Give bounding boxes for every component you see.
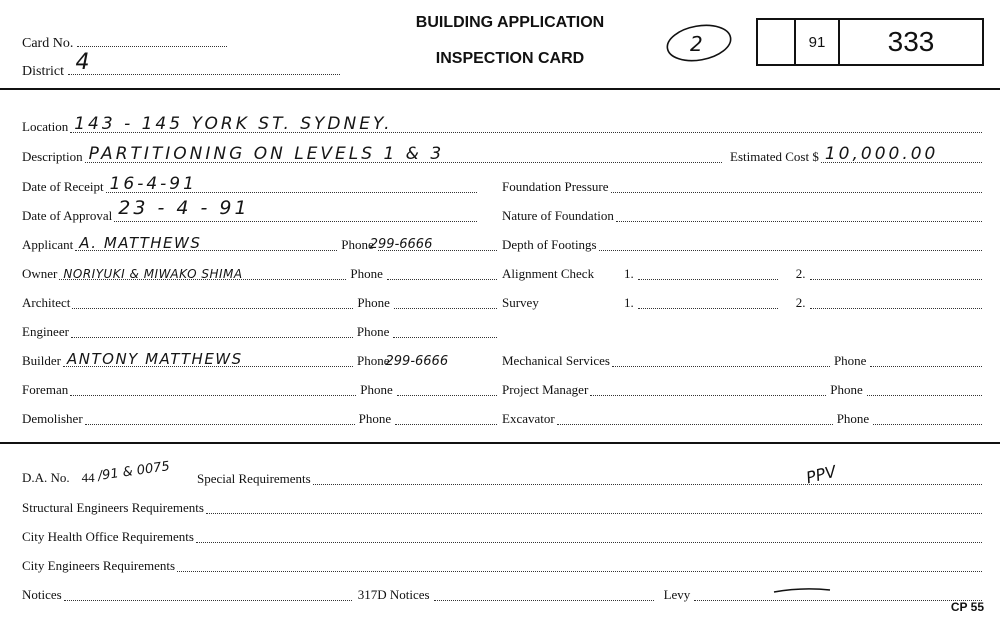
project-manager-line[interactable] bbox=[590, 381, 826, 396]
special-requirements-value: PPV bbox=[803, 461, 838, 488]
builder-label: Builder bbox=[22, 353, 61, 368]
card-no-line[interactable] bbox=[77, 34, 227, 47]
description-label: Description bbox=[22, 149, 83, 164]
levy-dash-mark bbox=[772, 586, 832, 594]
district-line[interactable] bbox=[68, 50, 340, 75]
nature-of-foundation-line[interactable] bbox=[616, 207, 982, 222]
applicant-phone-line[interactable] bbox=[369, 236, 497, 252]
foreman-label: Foreman bbox=[22, 382, 69, 397]
card-number-boxes bbox=[756, 18, 984, 66]
alignment-check-1-line[interactable] bbox=[638, 265, 778, 280]
excavator-phone-line[interactable] bbox=[873, 410, 982, 425]
foreman-phone-line[interactable] bbox=[397, 381, 497, 396]
card-title-line1: BUILDING APPLICATION bbox=[415, 14, 605, 31]
date-of-approval-row bbox=[22, 197, 477, 224]
city-engineers-line[interactable] bbox=[177, 557, 982, 572]
mechanical-services-phone-line[interactable] bbox=[870, 352, 982, 367]
architect-row bbox=[22, 294, 497, 311]
special-requirements-line[interactable] bbox=[313, 461, 982, 488]
city-health-line[interactable] bbox=[196, 528, 982, 543]
description-line[interactable] bbox=[85, 144, 722, 164]
survey-2-label: 2. bbox=[795, 295, 806, 310]
notices-317d-line[interactable] bbox=[434, 586, 654, 601]
levy-label: Levy bbox=[663, 587, 691, 602]
description-value: PARTITIONING ON LEVELS 1 & 3 bbox=[88, 144, 445, 164]
engineer-row bbox=[22, 323, 497, 340]
demolisher-row bbox=[22, 410, 497, 427]
foundation-pressure-label: Foundation Pressure bbox=[502, 179, 609, 194]
mechanical-services-line[interactable] bbox=[612, 352, 830, 367]
da-no-line[interactable] bbox=[96, 459, 197, 484]
foreman-row bbox=[22, 381, 497, 398]
owner-value: NORIYUKI & MIWAKO SHIMA bbox=[63, 267, 243, 281]
demolisher-phone-label: Phone bbox=[358, 411, 392, 426]
location-label: Location bbox=[22, 119, 69, 134]
alignment-check-1-label: 1. bbox=[624, 266, 634, 281]
survey-1-line[interactable] bbox=[638, 294, 778, 309]
city-engineers-label: City Engineers Requirements bbox=[22, 558, 176, 573]
depth-of-footings-line[interactable] bbox=[599, 236, 982, 251]
special-requirements-row bbox=[197, 461, 982, 488]
circled-number: 2 bbox=[690, 32, 703, 56]
excavator-phone-label: Phone bbox=[836, 411, 870, 426]
builder-line[interactable] bbox=[63, 352, 353, 367]
box-blank bbox=[758, 20, 796, 64]
da-no-value: /91 & 0075 bbox=[96, 459, 171, 484]
date-of-approval-value: 23 - 4 - 91 bbox=[118, 197, 250, 219]
alignment-check-label: Alignment Check bbox=[502, 266, 595, 281]
owner-phone-line[interactable] bbox=[387, 265, 497, 280]
structural-engineers-line[interactable] bbox=[206, 499, 982, 514]
district-field bbox=[22, 50, 340, 80]
nature-of-foundation-label: Nature of Foundation bbox=[502, 208, 614, 223]
builder-phone-value: 299-6666 bbox=[385, 354, 449, 369]
foreman-line[interactable] bbox=[70, 381, 356, 396]
project-manager-row bbox=[502, 381, 982, 398]
architect-line[interactable] bbox=[72, 294, 353, 309]
excavator-label: Excavator bbox=[502, 411, 555, 426]
date-of-receipt-label: Date of Receipt bbox=[22, 179, 104, 194]
district-label: District bbox=[22, 64, 64, 79]
estimated-cost-label: Estimated Cost $ bbox=[730, 149, 819, 164]
location-line[interactable] bbox=[70, 114, 982, 134]
notices-label: Notices bbox=[22, 587, 62, 602]
notices-row bbox=[22, 586, 982, 603]
engineer-label: Engineer bbox=[22, 324, 69, 339]
city-engineers-row bbox=[22, 557, 982, 574]
box-year: 91 bbox=[796, 20, 840, 64]
form-code: CP 55 bbox=[950, 600, 984, 614]
builder-value: ANTONY MATTHEWS bbox=[67, 350, 243, 368]
applicant-label: Applicant bbox=[22, 237, 74, 252]
applicant-phone-value: 299-6666 bbox=[369, 237, 433, 252]
excavator-row bbox=[502, 410, 982, 427]
notices-line[interactable] bbox=[64, 586, 352, 601]
city-health-row bbox=[22, 528, 982, 545]
da-no-row bbox=[22, 459, 197, 486]
mechanical-services-row bbox=[502, 352, 982, 369]
location-row bbox=[22, 114, 982, 135]
demolisher-label: Demolisher bbox=[22, 411, 83, 426]
foundation-pressure-row bbox=[502, 178, 982, 195]
location-value: 143 - 145 YORK ST. SYDNEY. bbox=[74, 114, 393, 134]
engineer-phone-line[interactable] bbox=[393, 323, 497, 338]
mechanical-services-phone-label: Phone bbox=[833, 353, 867, 368]
alignment-check-2-label: 2. bbox=[795, 266, 806, 281]
levy-line[interactable] bbox=[694, 586, 982, 601]
special-requirements-label: Special Requirements bbox=[197, 471, 311, 486]
applicant-line[interactable] bbox=[75, 236, 337, 251]
date-of-receipt-value: 16-4-91 bbox=[109, 174, 197, 194]
survey-label: Survey bbox=[502, 295, 539, 310]
owner-label: Owner bbox=[22, 266, 58, 281]
architect-phone-line[interactable] bbox=[394, 294, 497, 309]
builder-phone-line[interactable] bbox=[385, 353, 498, 369]
lower-divider bbox=[0, 442, 1000, 444]
description-row bbox=[22, 144, 722, 165]
foundation-pressure-line[interactable] bbox=[611, 178, 982, 193]
city-health-label: City Health Office Requirements bbox=[22, 529, 194, 544]
project-manager-phone-label: Phone bbox=[830, 382, 863, 397]
structural-engineers-row bbox=[22, 499, 982, 516]
district-value: 4 bbox=[75, 50, 93, 75]
estimated-cost-value: 10,000.00 bbox=[824, 144, 939, 164]
mechanical-services-label: Mechanical Services bbox=[502, 353, 610, 368]
depth-of-footings-row bbox=[502, 236, 982, 253]
architect-label: Architect bbox=[22, 295, 71, 310]
survey-2-line[interactable] bbox=[810, 294, 983, 309]
date-of-receipt-row bbox=[22, 174, 477, 195]
depth-of-footings-label: Depth of Footings bbox=[502, 237, 597, 252]
owner-phone-label: Phone bbox=[350, 266, 383, 281]
alignment-check-row bbox=[502, 265, 982, 282]
owner-row bbox=[22, 265, 497, 282]
excavator-line[interactable] bbox=[557, 410, 833, 425]
card-no-field bbox=[22, 34, 227, 52]
circled-number-oval bbox=[664, 22, 734, 64]
card-title-line2: INSPECTION CARD bbox=[435, 50, 585, 67]
header-divider bbox=[0, 88, 1000, 90]
date-of-approval-line[interactable] bbox=[114, 197, 477, 222]
structural-engineers-label: Structural Engineers Requirements bbox=[22, 500, 204, 515]
estimated-cost-row bbox=[730, 144, 982, 165]
estimated-cost-line[interactable] bbox=[821, 144, 982, 164]
builder-row bbox=[22, 352, 497, 369]
date-of-receipt-line[interactable] bbox=[106, 174, 477, 194]
builder-phone-label: Phone bbox=[357, 353, 390, 368]
applicant-row bbox=[22, 236, 497, 253]
survey-row bbox=[502, 294, 982, 311]
box-number: 333 bbox=[887, 26, 935, 57]
survey-1-label: 1. bbox=[624, 295, 634, 310]
project-manager-phone-line[interactable] bbox=[867, 381, 982, 396]
owner-line[interactable] bbox=[59, 265, 346, 280]
engineer-line[interactable] bbox=[71, 323, 353, 338]
applicant-phone-label: Phone bbox=[341, 237, 374, 252]
engineer-phone-label: Phone bbox=[356, 324, 390, 339]
notices-317d-label: 317D Notices bbox=[357, 587, 430, 602]
demolisher-line[interactable] bbox=[85, 410, 355, 425]
nature-of-foundation-row bbox=[502, 207, 982, 224]
project-manager-label: Project Manager bbox=[502, 382, 589, 397]
demolisher-phone-line[interactable] bbox=[395, 410, 497, 425]
da-no-printed: 44 bbox=[81, 470, 95, 485]
da-no-label: D.A. No. bbox=[22, 470, 70, 485]
card-no-label: Card No. bbox=[22, 36, 74, 51]
alignment-check-2-line[interactable] bbox=[810, 265, 983, 280]
date-of-approval-label: Date of Approval bbox=[22, 208, 113, 223]
architect-phone-label: Phone bbox=[357, 295, 390, 310]
foreman-phone-label: Phone bbox=[360, 382, 393, 397]
applicant-value: A. MATTHEWS bbox=[79, 234, 202, 252]
